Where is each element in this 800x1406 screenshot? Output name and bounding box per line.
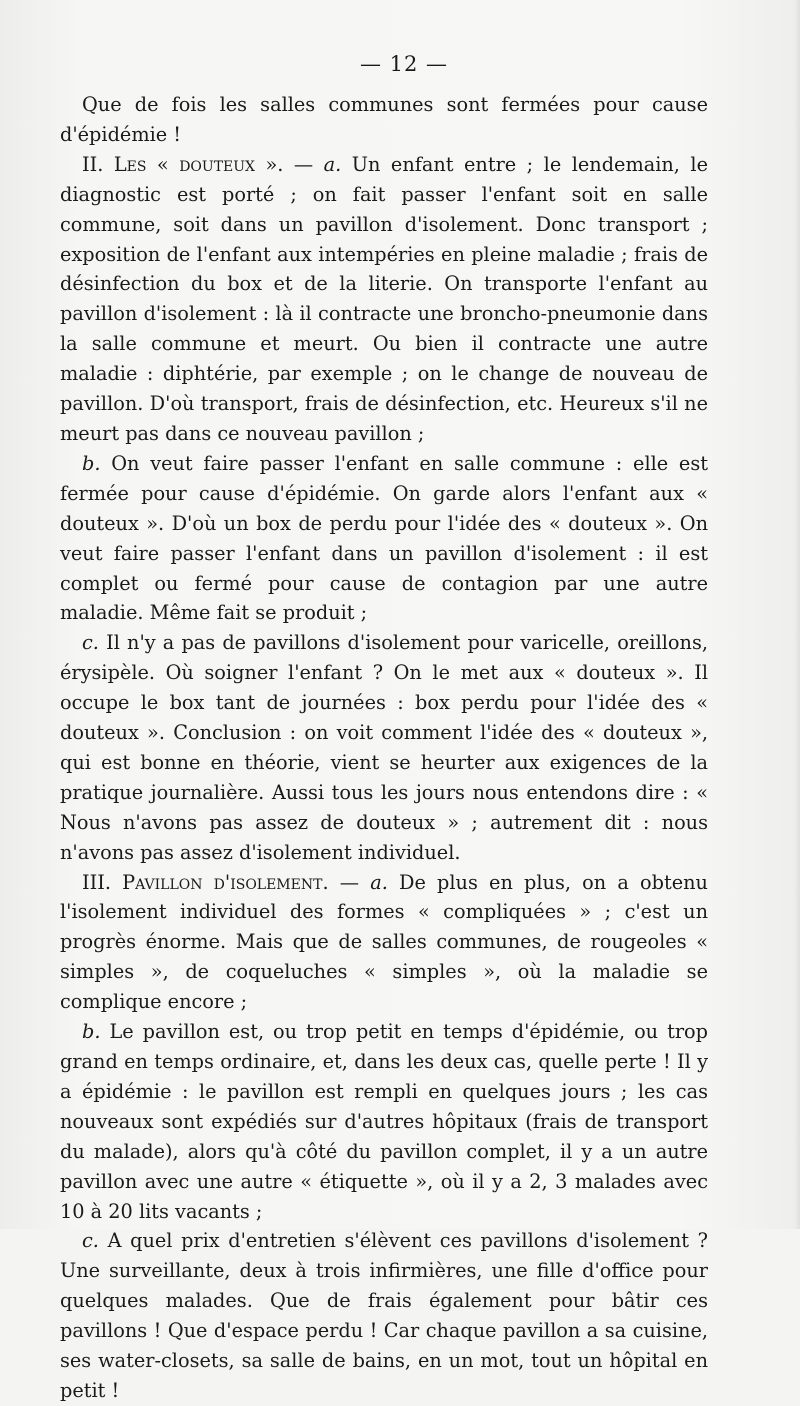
paragraph-text: Que de fois les salles communes sont fermées pour cause d'épidémie ! bbox=[60, 93, 708, 146]
item-marker: c. bbox=[82, 631, 99, 655]
paragraph-7 bbox=[60, 1226, 708, 1405]
paragraph-4 bbox=[60, 628, 708, 867]
section-heading: II. Les « douteux ». — bbox=[82, 152, 314, 176]
body-text bbox=[60, 90, 708, 1406]
paragraph-text: Le pavillon est, ou trop petit en temps d'épidémie, ou trop grand en temps ordinaire, et, dans les deux cas, quelle perte ! Il y a épidémie : le pavillon est rempli en quelques jours ; les cas nouveaux sont expédiés sur d'autres hôpitaux (frais de transport du malade), alors qu'à côté du pavillon complet, il y a un autre pavillon avec une autre « étiquette », où il y a 2, 3 malades avec 10 à 20 lits vacants ; bbox=[60, 1020, 708, 1223]
page-number: — 12 — bbox=[359, 52, 449, 76]
paragraph-6 bbox=[60, 1017, 708, 1226]
paragraph-1 bbox=[60, 90, 708, 150]
paragraph-text: Il n'y a pas de pavillons d'isolement pour varicelle, oreillons, érysipèle. Où soigner l'enfant ? On le met aux « douteux ». Il occupe le box tant de journées : box perdu pour l'idée des « douteux ». Conclusion : on voit comment l'idée des « douteux », qui est bonne en théorie, vient se heurter aux exigences de la pratique journalière. Aussi tous les jours nous entendons dire : « Nous n'avons pas assez de douteux » ; autrement dit : nous n'avons pas assez d'isolement individuel. bbox=[60, 631, 708, 864]
item-marker: b. bbox=[82, 1020, 101, 1044]
section-heading: III. Pavillon d'isolement. — bbox=[82, 870, 360, 894]
paragraph-text: Un enfant entre ; le lendemain, le diagnostic est porté ; on fait passer l'enfant soit en salle commune, soit dans un pavillon d'isolement. Donc transport ; exposition de l'enfant aux intempéries en pleine maladie ; frais de désinfection du box et de la literie. On transporte l'enfant au pavillon d'isolement : là il contracte une broncho-pneumonie dans la salle commune et meurt. Ou bien il contracte une autre maladie : diphtérie, par exemple ; on le change de nouveau de pavillon. D'où transport, frais de désinfection, etc. Heureux s'il ne meurt pas dans ce nouveau pavillon ; bbox=[60, 152, 708, 445]
item-marker: b. bbox=[82, 451, 101, 475]
item-marker: c. bbox=[82, 1229, 99, 1253]
paragraph-text: On veut faire passer l'enfant en salle commune : elle est fermée pour cause d'épidémie. On garde alors l'enfant aux « douteux ». D'où un box de perdu pour l'idée des « douteux ». On veut faire passer l'enfant dans un pavillon d'isolement : il est complet ou fermé pour cause de contagion par une autre maladie. Même fait se produit ; bbox=[60, 451, 708, 625]
paragraph-5 bbox=[60, 868, 708, 1018]
paragraph-text: De plus en plus, on a obtenu l'isolement individuel des formes « compliquées » ; c'est un progrès énorme. Mais que de salles communes, de rougeoles « simples », de coqueluches « simples », où la maladie se complique encore ; bbox=[60, 870, 708, 1014]
item-marker: a. bbox=[323, 152, 342, 176]
paragraph-text: A quel prix d'entretien s'élèvent ces pavillons d'isolement ? Une surveillante, deux à trois infirmières, une fille d'office pour quelques malades. Que de frais également pour bâtir ces pavillons ! Que d'espace perdu ! Car chaque pavillon a sa cuisine, ses water-closets, sa salle de bains, en un mot, tout un hôpital en petit ! bbox=[60, 1229, 708, 1402]
paragraph-3 bbox=[60, 449, 708, 628]
item-marker: a. bbox=[370, 870, 388, 894]
paragraph-2 bbox=[60, 150, 708, 449]
